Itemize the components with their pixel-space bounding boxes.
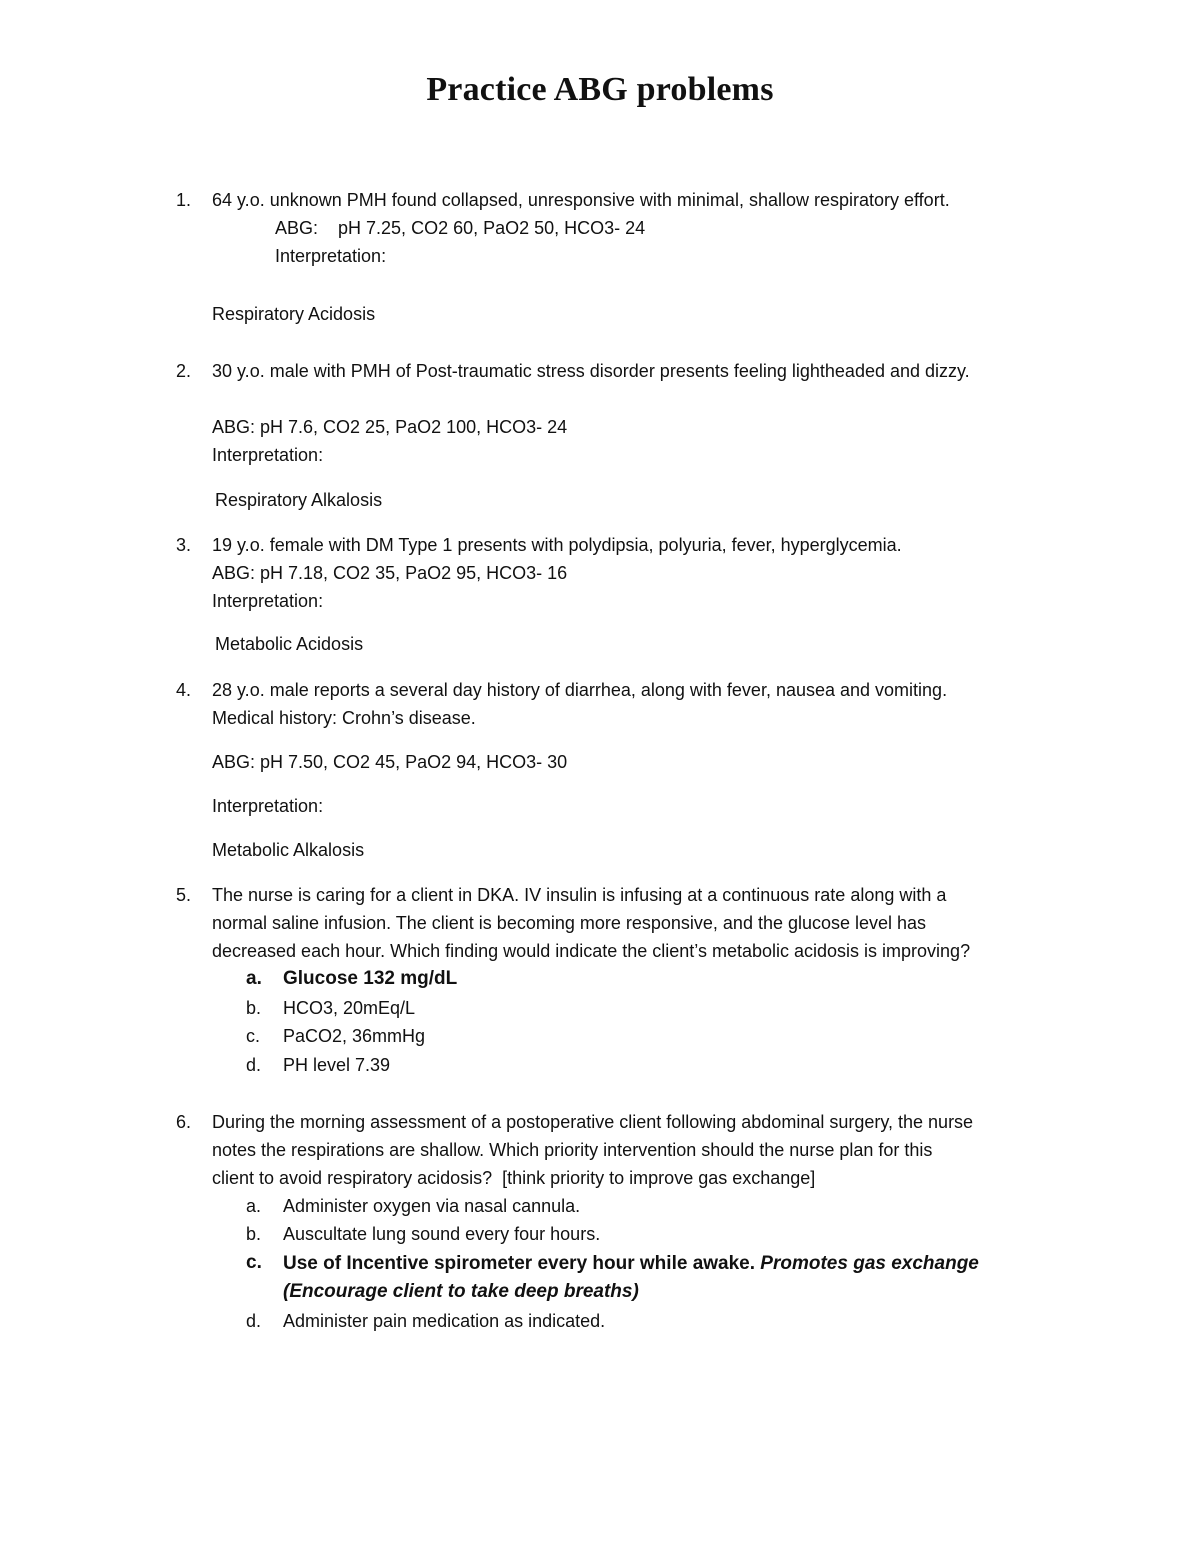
question-line: decreased each hour. Which finding would indicate the client’s metabolic acidosis is improving?	[212, 941, 971, 961]
option-note-continued: (Encourage client to take deep breaths)	[283, 1281, 639, 1302]
problem-text: 64 y.o. unknown PMH found collapsed, unresponsive with minimal, shallow respiratory effort.	[212, 190, 950, 210]
option-letter: d.	[246, 1055, 262, 1075]
question-line: client to avoid respiratory acidosis? [think priority to improve gas exchange]	[212, 1168, 816, 1188]
interpretation-answer: Metabolic Alkalosis	[212, 840, 365, 860]
interpretation-label: Interpretation:	[212, 796, 324, 816]
option-text: Administer oxygen via nasal cannula.	[283, 1196, 581, 1216]
interpretation-answer: Metabolic Acidosis	[215, 634, 364, 654]
option-text: Auscultate lung sound every four hours.	[283, 1224, 601, 1244]
question-line: During the morning assessment of a postoperative client following abdominal surgery, the nurse	[212, 1112, 974, 1132]
option-text: HCO3, 20mEq/L	[283, 998, 416, 1018]
interpretation-label: Interpretation:	[212, 445, 324, 465]
interpretation-label: Interpretation:	[275, 246, 387, 266]
interpretation-answer: Respiratory Alkalosis	[215, 490, 383, 510]
option-letter: a.	[246, 1196, 262, 1216]
interpretation-label: Interpretation:	[212, 591, 324, 611]
problem-number: 6.	[176, 1112, 192, 1132]
option-letter: c.	[246, 1252, 262, 1273]
option-text: PH level 7.39	[283, 1055, 391, 1075]
option-note: Promotes gas exchange	[755, 1253, 979, 1274]
problem-number: 1.	[176, 190, 192, 210]
option-correct-text: Use of Incentive spirometer every hour while awake.	[283, 1253, 756, 1274]
option-letter: d.	[246, 1311, 262, 1331]
option-text: Administer pain medication as indicated.	[283, 1311, 606, 1331]
option-letter: a.	[246, 968, 262, 989]
option-correct	[283, 1251, 979, 1276]
problem-number: 2.	[176, 361, 192, 381]
problem-text: 30 y.o. male with PMH of Post-traumatic stress disorder presents feeling lightheaded and dizzy.	[212, 361, 970, 381]
abg-values: ABG: pH 7.50, CO2 45, PaO2 94, HCO3- 30	[212, 752, 568, 772]
option-letter: c.	[246, 1026, 261, 1046]
page-title: Practice ABG problems	[426, 71, 774, 108]
option-correct: Glucose 132 mg/dL	[283, 968, 458, 989]
problem-text: 28 y.o. male reports a several day history of diarrhea, along with fever, nausea and vomiting.	[212, 680, 948, 700]
abg-values: ABG: pH 7.25, CO2 60, PaO2 50, HCO3- 24	[275, 218, 646, 238]
problem-number: 3.	[176, 535, 192, 555]
question-line: normal saline infusion. The client is becoming more responsive, and the glucose level has	[212, 913, 927, 933]
question-line: The nurse is caring for a client in DKA. IV insulin is infusing at a continuous rate along with a	[212, 885, 947, 905]
option-text: PaCO2, 36mmHg	[283, 1026, 426, 1046]
problem-number: 4.	[176, 680, 192, 700]
question-line: notes the respirations are shallow. Which priority intervention should the nurse plan for this	[212, 1140, 933, 1160]
option-letter: b.	[246, 1224, 262, 1244]
abg-values: ABG: pH 7.18, CO2 35, PaO2 95, HCO3- 16	[212, 563, 568, 583]
abg-values: ABG: pH 7.6, CO2 25, PaO2 100, HCO3- 24	[212, 417, 568, 437]
problem-text-continued: Medical history: Crohn’s disease.	[212, 708, 476, 728]
option-letter: b.	[246, 998, 262, 1018]
problem-number: 5.	[176, 885, 192, 905]
interpretation-answer: Respiratory Acidosis	[212, 304, 376, 324]
problem-text: 19 y.o. female with DM Type 1 presents with polydipsia, polyuria, fever, hyperglycemia.	[212, 535, 902, 555]
